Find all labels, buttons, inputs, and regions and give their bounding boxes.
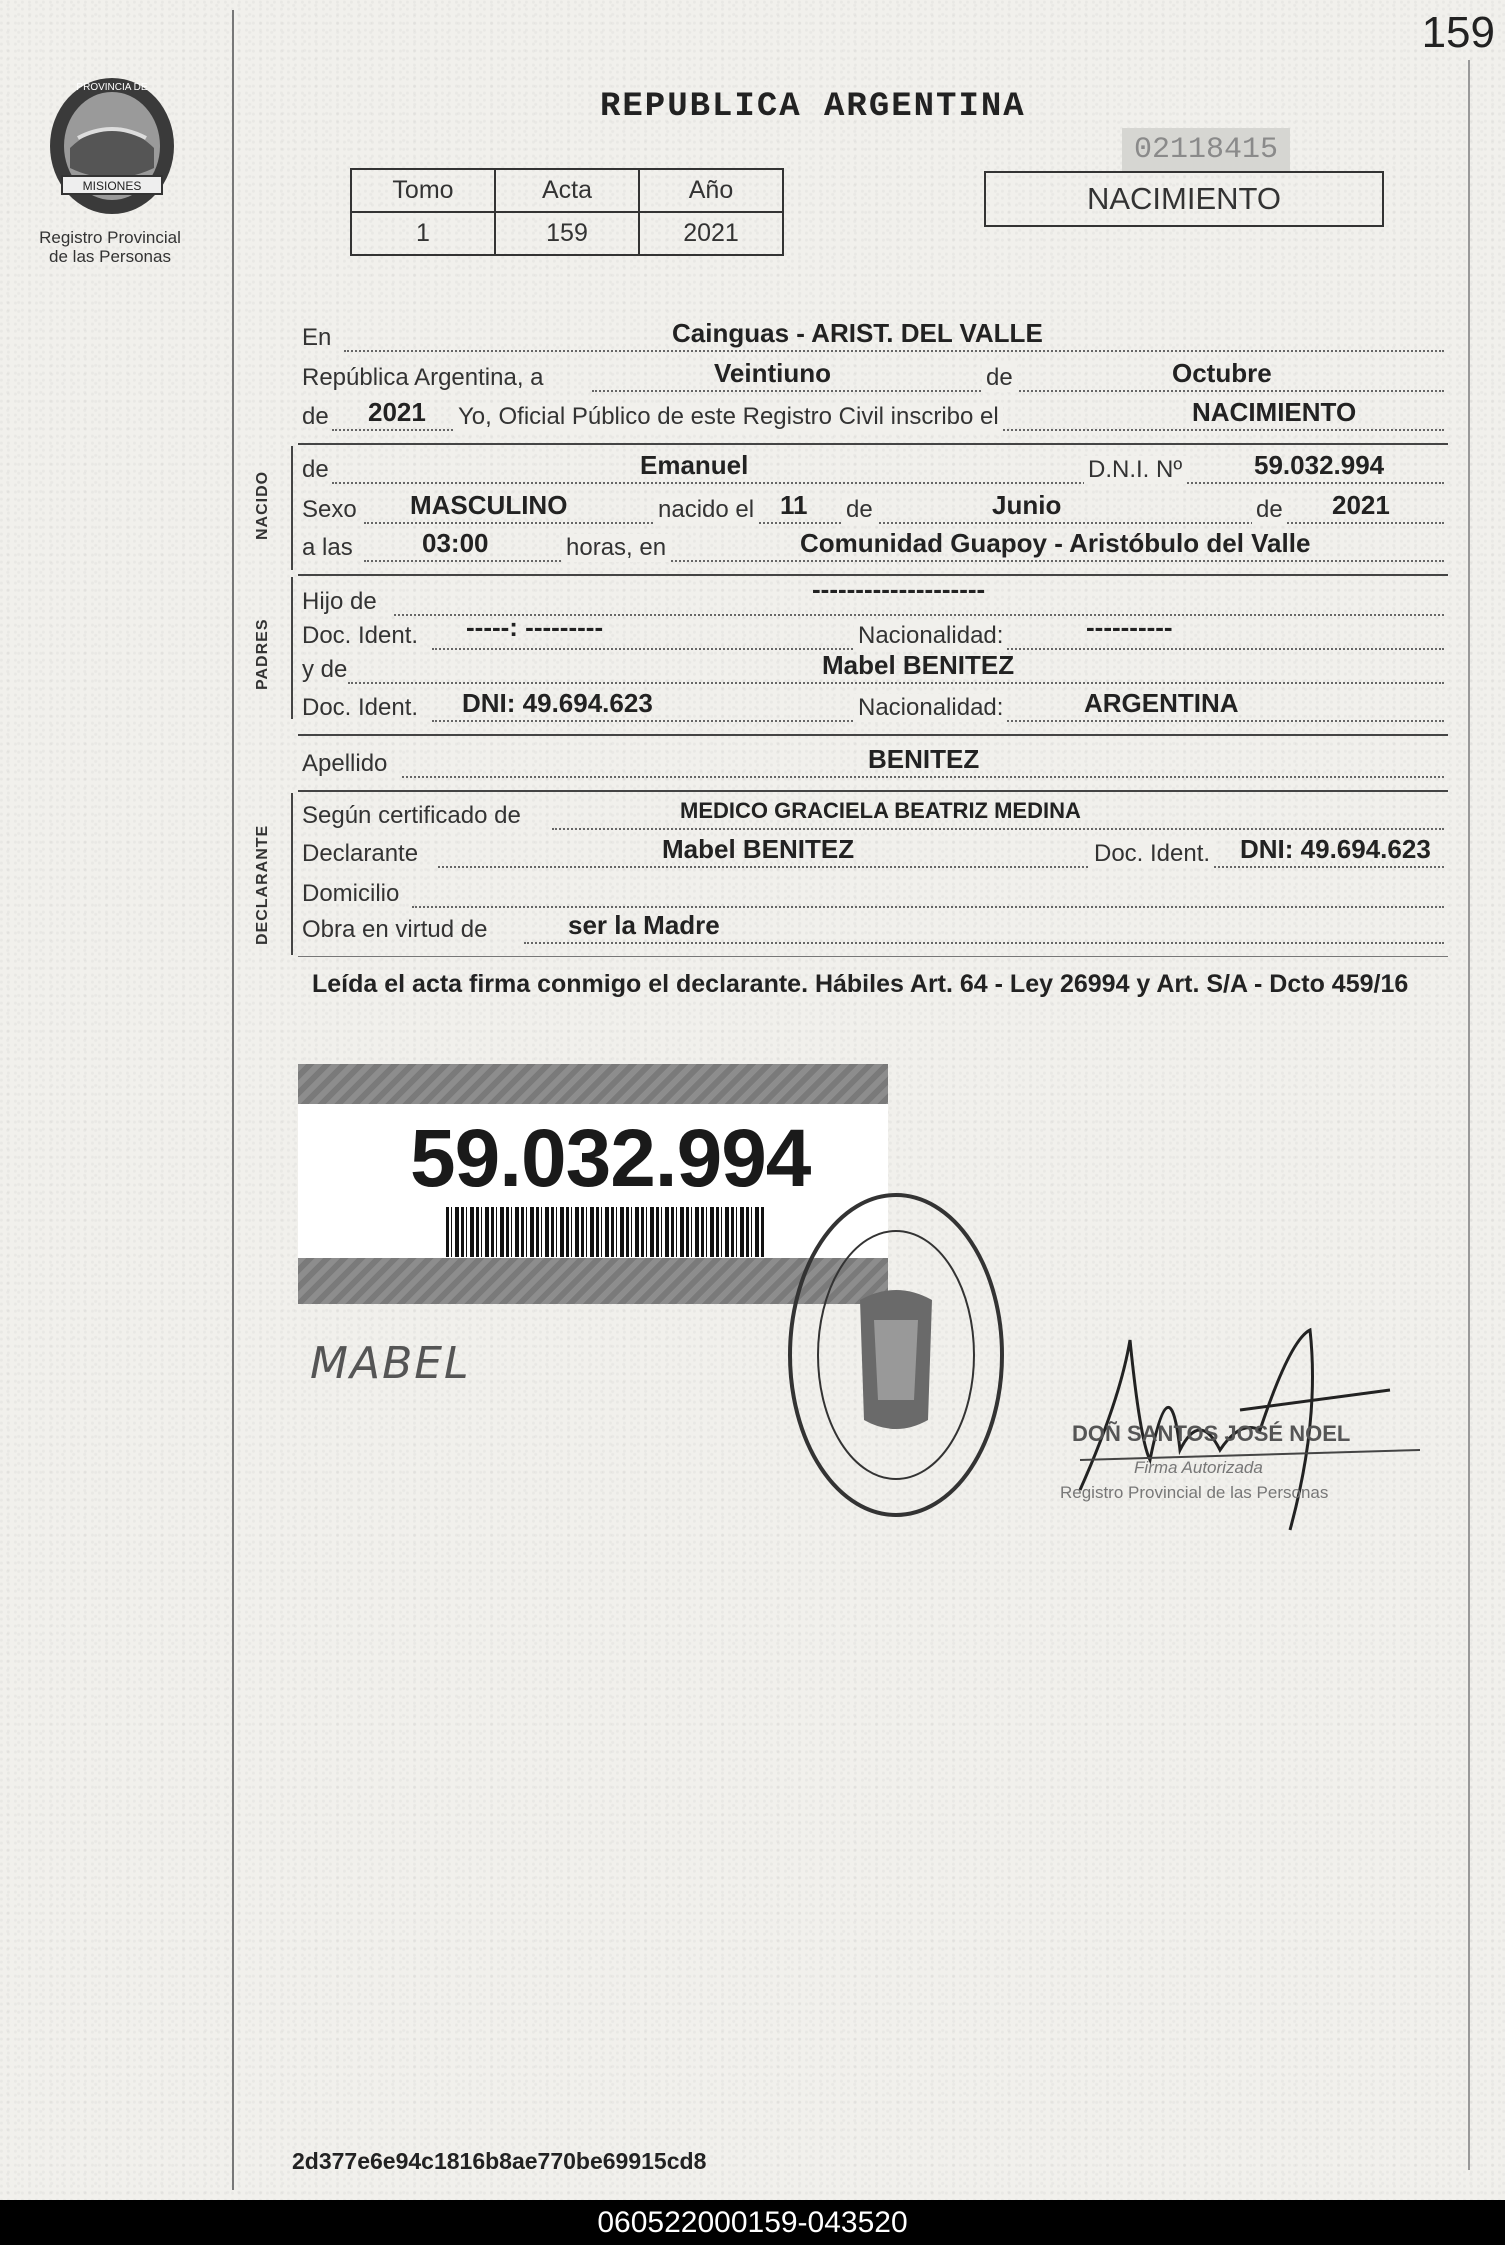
- nacido-row-name: [302, 450, 1444, 490]
- table-value-tomo: 1: [351, 212, 495, 255]
- value-child-name: Emanuel: [640, 450, 749, 480]
- label-de-birth: de: [842, 496, 877, 524]
- label-declarante: Declarante: [302, 840, 419, 867]
- logo-caption-line1: Registro Provincial: [39, 228, 181, 247]
- value-birth-month: Junio: [992, 490, 1062, 520]
- label-y-de: y de: [302, 656, 348, 683]
- label-apellido: Apellido: [302, 750, 388, 777]
- declarante-row-cert: [302, 798, 1444, 836]
- table-header-tomo: Tomo: [351, 169, 495, 212]
- signatory-name: DOÑ SANTOS JOSÉ NOEL: [1072, 1421, 1351, 1446]
- table-value-acta: 159: [495, 212, 639, 255]
- value-act-type: NACIMIENTO: [1192, 397, 1357, 427]
- value-father-doc: -----: ---------: [466, 612, 604, 642]
- closing-statement: Leída el acta firma conmigo el declarante. Hábiles Art. 64 - Ley 26994 y Art. S/A - Dcto 459/16: [312, 970, 1409, 998]
- signatory-registry: Registro Provincial de las Personas: [1060, 1483, 1329, 1502]
- intro-row-place: [302, 318, 1444, 358]
- logo-band-text: MISIONES: [82, 179, 142, 193]
- label-en: En: [302, 324, 332, 351]
- value-day-words: Veintiuno: [714, 358, 831, 388]
- intro-row-date: [302, 358, 1444, 398]
- logo-ring-text: PROVINCIA DE: [76, 82, 148, 93]
- padres-row-mother: [302, 650, 1444, 690]
- value-father-nat: ----------: [1086, 612, 1173, 642]
- label-de-nacido: de: [302, 456, 329, 483]
- logo-caption: [10, 228, 210, 266]
- sticker-dni-number: 59.032.994: [410, 1113, 811, 1204]
- label-segun-certificado: Según certificado de: [302, 802, 521, 829]
- label-doc-ident-mother: Doc. Ident.: [302, 694, 419, 721]
- value-year: 2021: [368, 397, 426, 427]
- registry-table: [350, 168, 784, 256]
- label-sexo: Sexo: [302, 496, 357, 523]
- label-inscribe: Yo, Oficial Público de este Registro Civil inscribo el: [454, 403, 1003, 431]
- label-horas-en: horas, en: [562, 534, 670, 562]
- misiones-coat-of-arms-logo: [42, 68, 182, 218]
- official-stamp: [778, 1180, 1014, 1530]
- value-birth-year: 2021: [1332, 490, 1390, 520]
- label-doc-ident-declarante: Doc. Ident.: [1090, 840, 1214, 868]
- label-de2: de: [302, 403, 329, 430]
- table-header-ano: Año: [639, 169, 783, 212]
- label-a-las: a las: [302, 534, 353, 561]
- value-mother: Mabel BENITEZ: [822, 650, 1015, 680]
- declarante-row-domicilio: [302, 880, 1444, 914]
- handwritten-name-signature: [300, 1320, 500, 1400]
- label-nacido-el: nacido el: [654, 496, 758, 524]
- value-birth-day: 11: [780, 490, 808, 520]
- value-father: --------------------: [812, 574, 986, 604]
- section-label-declarante: DECLARANTE: [254, 824, 271, 945]
- value-certificate: MEDICO GRACIELA BEATRIZ MEDINA: [680, 798, 1081, 823]
- label-domicilio: Domicilio: [302, 880, 400, 907]
- table-value-ano: 2021: [639, 212, 783, 255]
- registry-table-value-row: [351, 212, 783, 255]
- serial-number: 02118415: [1122, 128, 1290, 172]
- value-birth-place: Comunidad Guapoy - Aristóbulo del Valle: [800, 528, 1311, 558]
- declarante-row-obra: [302, 910, 1444, 950]
- signatory-role: Firma Autorizada: [1134, 1458, 1263, 1477]
- document-hash: 2d377e6e94c1816b8ae770be69915cd8: [292, 2148, 707, 2174]
- declarante-row-name: [302, 834, 1444, 874]
- svg-text:MABEL: MABEL: [310, 1338, 471, 1389]
- left-margin-rule: [232, 10, 234, 2190]
- logo-caption-line2: de las Personas: [49, 247, 171, 266]
- label-nacionalidad-mother: Nacionalidad:: [854, 694, 1007, 722]
- value-declarante-doc: DNI: 49.694.623: [1240, 834, 1431, 864]
- label-de-birth2: de: [1252, 496, 1287, 524]
- nacido-row-birth: [302, 490, 1444, 530]
- registry-table-header-row: [351, 169, 783, 212]
- value-obra: ser la Madre: [568, 910, 720, 940]
- value-mother-nat: ARGENTINA: [1084, 688, 1239, 718]
- value-mother-doc: DNI: 49.694.623: [462, 688, 653, 718]
- apellido-row: [302, 744, 1444, 784]
- label-nacionalidad-father: Nacionalidad:: [854, 622, 1007, 650]
- value-hour: 03:00: [422, 528, 489, 558]
- label-hijo-de: Hijo de: [302, 588, 377, 615]
- section-label-padres: PADRES: [254, 618, 271, 690]
- barcode: [446, 1207, 766, 1257]
- act-type-box: NACIMIENTO: [984, 171, 1384, 227]
- value-declarante-name: Mabel BENITEZ: [662, 834, 855, 864]
- value-apellido: BENITEZ: [868, 744, 980, 774]
- value-sexo: MASCULINO: [410, 490, 568, 520]
- label-dni: D.N.I. Nº: [1084, 456, 1186, 484]
- label-de: de: [982, 364, 1017, 392]
- label-republica: República Argentina, a: [302, 364, 544, 391]
- value-place: Cainguas - ARIST. DEL VALLE: [672, 318, 1043, 348]
- nacido-row-place: [302, 528, 1444, 568]
- page-number: 159: [1421, 8, 1495, 57]
- label-obra-en-virtud: Obra en virtud de: [302, 916, 488, 943]
- table-header-acta: Acta: [495, 169, 639, 212]
- value-child-dni: 59.032.994: [1254, 450, 1385, 480]
- value-month: Octubre: [1172, 358, 1272, 388]
- intro-row-inscribe: [302, 397, 1444, 437]
- label-doc-ident-father: Doc. Ident.: [302, 622, 419, 649]
- document-title: REPUBLICA ARGENTINA: [600, 88, 1026, 126]
- padres-row-mother-doc: [302, 688, 1444, 728]
- right-margin-rule: [1468, 60, 1470, 2170]
- section-label-nacido: NACIDO: [254, 470, 271, 540]
- footer-id-bar: 060522000159-043520: [0, 2200, 1505, 2245]
